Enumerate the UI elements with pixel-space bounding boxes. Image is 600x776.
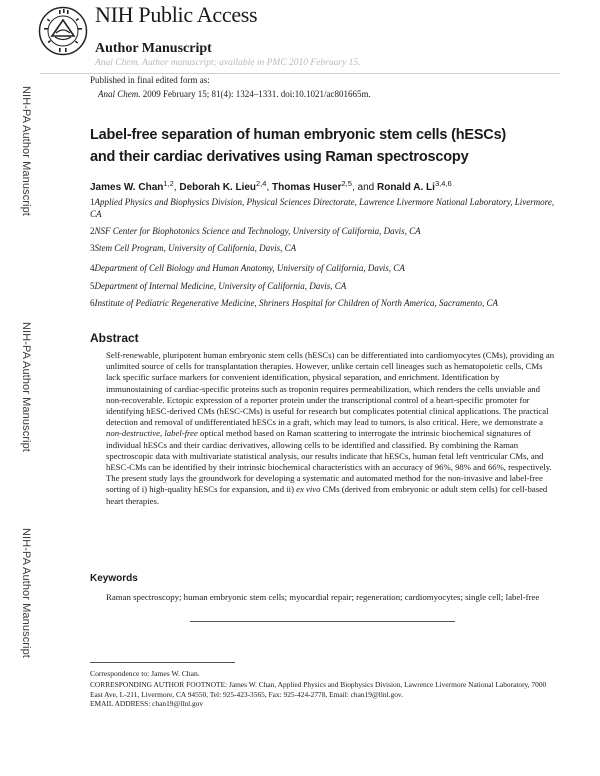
affiliation (90, 196, 560, 220)
affiliation (90, 280, 560, 292)
author-affiliation-ref: 2,4 (256, 179, 267, 188)
author-separator: , (173, 182, 180, 193)
citation-details: 2009 February 15; 81(4): 1324–1331. doi:10.1021/ac801665m. (140, 89, 371, 99)
citation-journal: Anal Chem. (98, 89, 141, 99)
affiliation-number: 6 (90, 298, 95, 308)
correspondence-note: Correspondence to: James W. Chan. (90, 669, 200, 678)
affiliation (90, 242, 560, 254)
published-label: Published in final edited form as: (90, 75, 210, 85)
abstract-text: optical method based on Raman scattering to interrogate the intrinsic biochemical signatures of individual hESCs and their cardiac derivatives, allowing cells to be identified and classified. By combining the Raman spectroscopic data with multivariate statistical analysis, our results indicate that hESCs, human fetal left ventricular CMs, and hESC-CMs can be identified by their intrinsic biochemical characteristics with an accuracy of 96%, 98% and 66%, respectively. The present study lays the groundwork for developing a systematic and automated method for the non-invasive and label-free sorting of i) high-quality hESCs for expansion, and ii) (106, 428, 552, 495)
email-address: EMAIL ADDRESS: chan19@llnl.gov (90, 699, 204, 709)
abstract-text: Self-renewable, pluripotent human embryonic stem cells (hESCs) can be differentiated into cardiomyocytes (CMs), providing an unlimited source of cells for transplantation therapies. However, unlike certain cell lineages such as hematopoietic cells, CMs lack specific surface markers for convenient identification, physical separation, and enrichment. Identification by immunostaining of cardiac-specific proteins such as troponin requires permeabilization, which renders the cells unviable and non-recoverable. Ectopic expression of a reporter protein under the transcriptional control of a heart-specific promoter for identifying hESC-derived CMs (hESC-CMs) is useful for research but complicates potential clinical applications. The practical detection and removal of undifferentiated hESCs in a graft, which may lead to tumors, is also critical. Here, we demonstrate a (106, 350, 555, 428)
affiliation-number: 1 (90, 197, 95, 207)
journal-citation (98, 89, 371, 99)
affiliation (90, 225, 560, 237)
nih-seal-icon (38, 6, 88, 56)
affiliation-text: Department of Internal Medicine, University of California, Davis, CA (94, 281, 347, 291)
abstract-body (106, 350, 558, 507)
abstract-heading: Abstract (90, 331, 139, 345)
affiliation-number: 4 (90, 263, 95, 273)
author-footnote (90, 680, 560, 709)
affiliation-number: 2 (90, 226, 95, 236)
availability-note: Anal Chem. Author manuscript; available in PMC 2010 February 15. (95, 58, 361, 68)
author-affiliation-ref: 1,2 (163, 179, 174, 188)
author-name: Ronald A. Li (376, 182, 435, 193)
author-name: James W. Chan (90, 182, 164, 193)
affiliation-text: Department of Cell Biology and Human Anatomy, University of California, Davis, CA (94, 263, 405, 273)
header-divider (40, 73, 560, 74)
keywords-list: Raman spectroscopy; human embryonic stem cells; myocardial repair; regeneration; cardiomyocytes; single cell; label-free (106, 592, 540, 602)
affiliation-text: Stem Cell Program, University of California, Davis, CA (94, 243, 297, 253)
author-name: Deborah K. Lieu (179, 182, 257, 193)
affiliation-text: Applied Physics and Biophysics Division, Physical Sciences Directorate, Lawrence Livermore National Laboratory, Livermore, CA (90, 197, 555, 219)
side-watermark: NIH-PA Author Manuscript (20, 86, 32, 216)
footnote-divider (90, 662, 235, 663)
affiliation-text: NSF Center for Biophotonics Science and Technology, University of California, Davis, CA (94, 226, 421, 236)
abstract-text: CMs (derived from embryonic or adult stem cells) for cell-based heart therapies. (106, 484, 548, 506)
author-manuscript-label: Author Manuscript (95, 41, 212, 56)
keywords-heading: Keywords (90, 573, 138, 584)
affiliation (90, 297, 560, 309)
affiliation-number: 5 (90, 281, 95, 291)
abstract-emphasis: ex vivo (296, 484, 321, 495)
author-affiliation-ref: 3,4,6 (434, 179, 452, 188)
side-watermark: NIH-PA Author Manuscript (20, 322, 32, 452)
abstract-emphasis: non-destructive, label-free (106, 428, 198, 439)
author-list (90, 179, 550, 193)
author-separator: , and (351, 182, 377, 193)
article-title: Label-free separation of human embryonic stem cells (hESCs) and their cardiac derivatives using Raman spectroscopy (90, 127, 507, 165)
affiliation (90, 262, 560, 274)
side-watermark: NIH-PA Author Manuscript (20, 528, 32, 658)
affiliation-text: Institute of Pediatric Regenerative Medicine, Shriners Hospital for Children of North America, Sacramento, CA (94, 298, 498, 308)
affiliation-number: 3 (90, 243, 95, 253)
author-affiliation-ref: 2,5 (341, 179, 352, 188)
author-name: Thomas Huser (272, 182, 342, 193)
nih-public-access-title: NIH Public Access (95, 2, 258, 27)
section-divider (190, 621, 455, 622)
author-separator: , (266, 182, 273, 193)
corresponding-author-footnote: CORRESPONDING AUTHOR FOOTNOTE: James W. Chan, Applied Physics and Biophysics Division, Lawrence Livermore National Laboratory, 7000 East Ave, L-211, Livermore, CA 94550, Tel: 925-423-3565, Fax: 925-424-2778, Email: chan19@llnl.gov. (90, 680, 547, 699)
